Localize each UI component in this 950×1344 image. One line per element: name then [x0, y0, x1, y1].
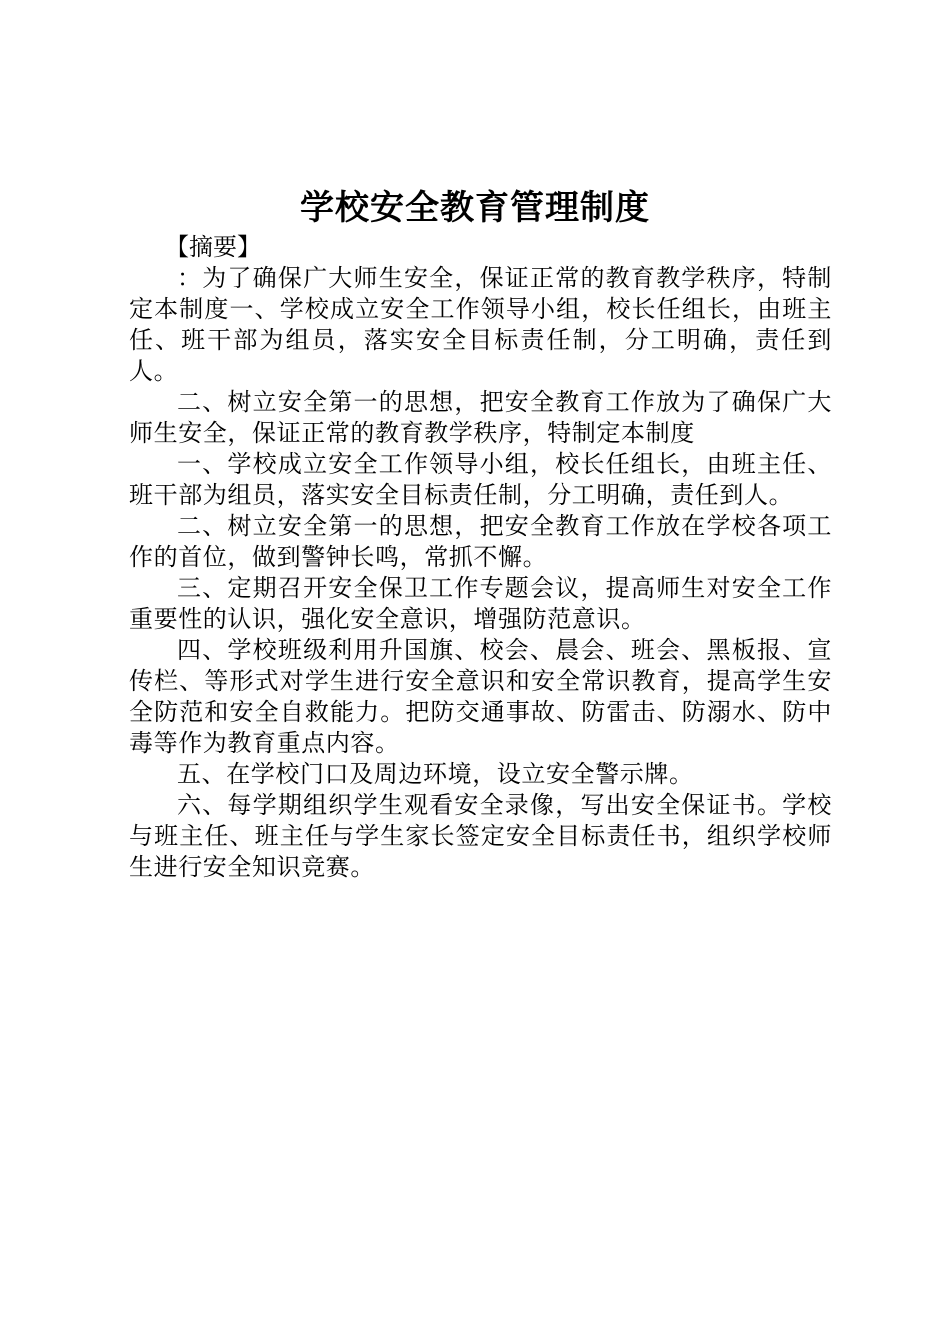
document-title: 学校安全教育管理制度	[300, 188, 650, 228]
paragraph-3: 一、学校成立安全工作领导小组，校长任组长，由班主任、班干部为组员，落实安全目标责任制，分工明确，责任到人。	[129, 450, 832, 509]
paragraph-5: 三、定期召开安全保卫工作专题会议，提高师生对安全工作重要性的认识，强化安全意识，增强防范意识。	[129, 574, 832, 633]
document-body	[129, 232, 832, 883]
paragraph-8: 六、每学期组织学生观看安全录像，写出安全保证书。学校与班主任、班主任与学生家长签定安全目标责任书，组织学校师生进行安全知识竞赛。	[129, 791, 832, 881]
paragraph-2: 二、树立安全第一的思想，把安全教育工作放为了确保广大师生安全，保证正常的教育教学秩序，特制定本制度	[129, 388, 832, 447]
abstract-label: 【摘要】	[165, 233, 261, 261]
paragraph-7: 五、在学校门口及周边环境，设立安全警示牌。	[177, 760, 694, 788]
paragraph-6: 四、学校班级利用升国旗、校会、晨会、班会、黑板报、宣传栏、等形式对学生进行安全意识和安全常识教育，提高学生安全防范和安全自救能力。把防交通事故、防雷击、防溺水、防中毒等作为教育重点内容。	[129, 636, 832, 757]
paragraph-4: 二、树立安全第一的思想，把安全教育工作放在学校各项工作的首位，做到警钟长鸣，常抓不懈。	[129, 512, 832, 571]
paragraph-intro: ：为了确保广大师生安全，保证正常的教育教学秩序，特制定本制度一、学校成立安全工作领导小组，校长任组长，由班主任、班干部为组员，落实安全目标责任制，分工明确，责任到人。	[129, 264, 832, 385]
